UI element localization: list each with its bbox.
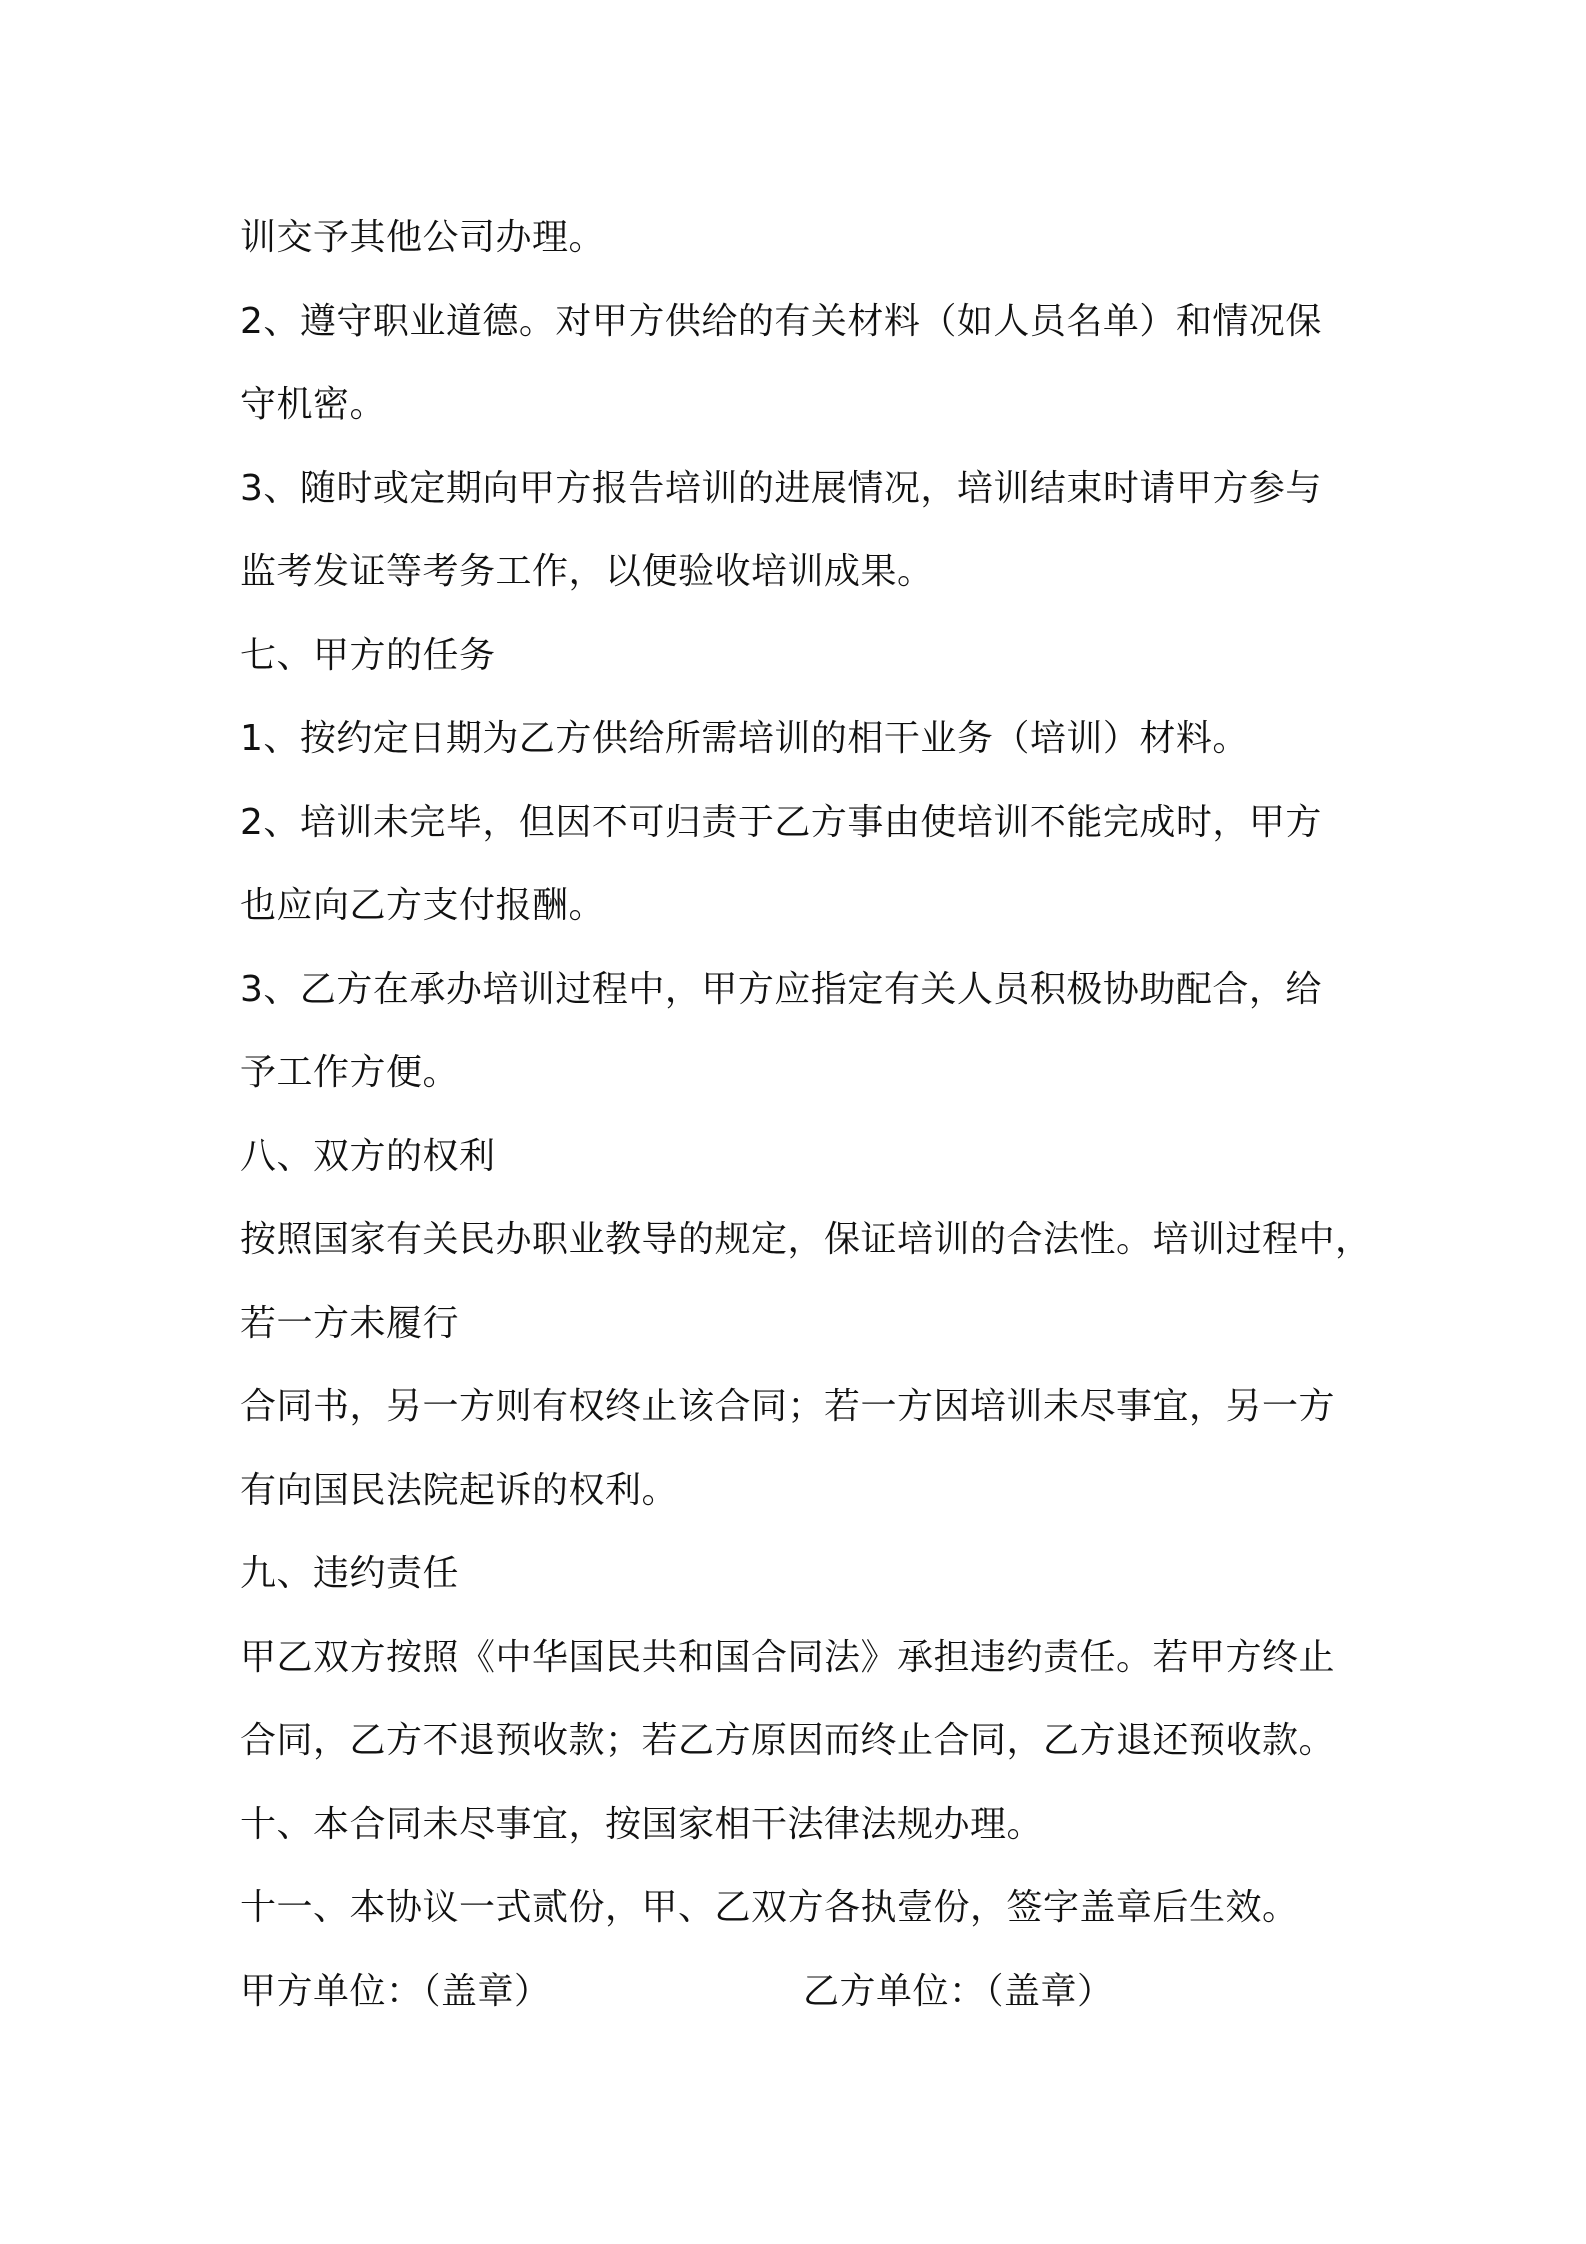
text-line: 予工作方便。: [240, 1052, 460, 1093]
text-line: 守机密。: [240, 384, 387, 425]
text-line: 合同，乙方不退预收款；若乙方原因而终止合同，乙方退还预收款。: [240, 1720, 1336, 1761]
text-line: 若一方未履行: [240, 1302, 460, 1344]
text-line: 监考发证等考务工作，以便验收培训成果。: [240, 551, 934, 592]
text-line: 3、乙方在承办培训过程中，甲方应指定有关人员积极协助配合，给: [240, 968, 1322, 1010]
party-a-signature: 甲方单位：（盖章）: [240, 1970, 551, 2012]
text-line: 1、按约定日期为乙方供给所需培训的相干业务（培训）材料。: [240, 718, 1249, 759]
text-line: 有向国民法院起诉的权利。: [240, 1469, 679, 1511]
party-b-signature: 乙方单位：（盖章）: [803, 1970, 1114, 2012]
signature-row: [240, 1950, 1360, 2034]
section-heading: 十、本合同未尽事宜，按国家相干法律法规办理。: [240, 1803, 1044, 1845]
contract-body: [240, 196, 1372, 2033]
text-line: 甲乙双方按照《中华国民共和国合同法》承担违约责任。若甲方终止: [240, 1636, 1336, 1678]
text-line: 2、培训未完毕，但因不可归责于乙方事由使培训不能完成时，甲方: [240, 801, 1322, 843]
text-line: 也应向乙方支付报酬。: [240, 885, 606, 926]
text-line: 训交予其他公司办理。: [240, 217, 606, 258]
section-heading: 七、甲方的任务: [240, 634, 496, 676]
section-heading: 十一、本协议一式贰份，甲、乙双方各执壹份，签字盖章后生效。: [240, 1887, 1299, 1928]
text-line: 按照国家有关民办职业教导的规定，保证培训的合法性。培训过程中，: [240, 1219, 1372, 1260]
text-line: 3、随时或定期向甲方报告培训的进展情况，培训结束时请甲方参与: [240, 467, 1322, 509]
text-line: 合同书，另一方则有权终止该合同；若一方因培训未尽事宜，另一方: [240, 1386, 1336, 1427]
section-heading: 八、双方的权利: [240, 1135, 496, 1177]
section-heading: 九、违约责任: [240, 1553, 460, 1594]
text-line: 2、遵守职业道德。对甲方供给的有关材料（如人员名单）和情况保: [240, 300, 1322, 342]
